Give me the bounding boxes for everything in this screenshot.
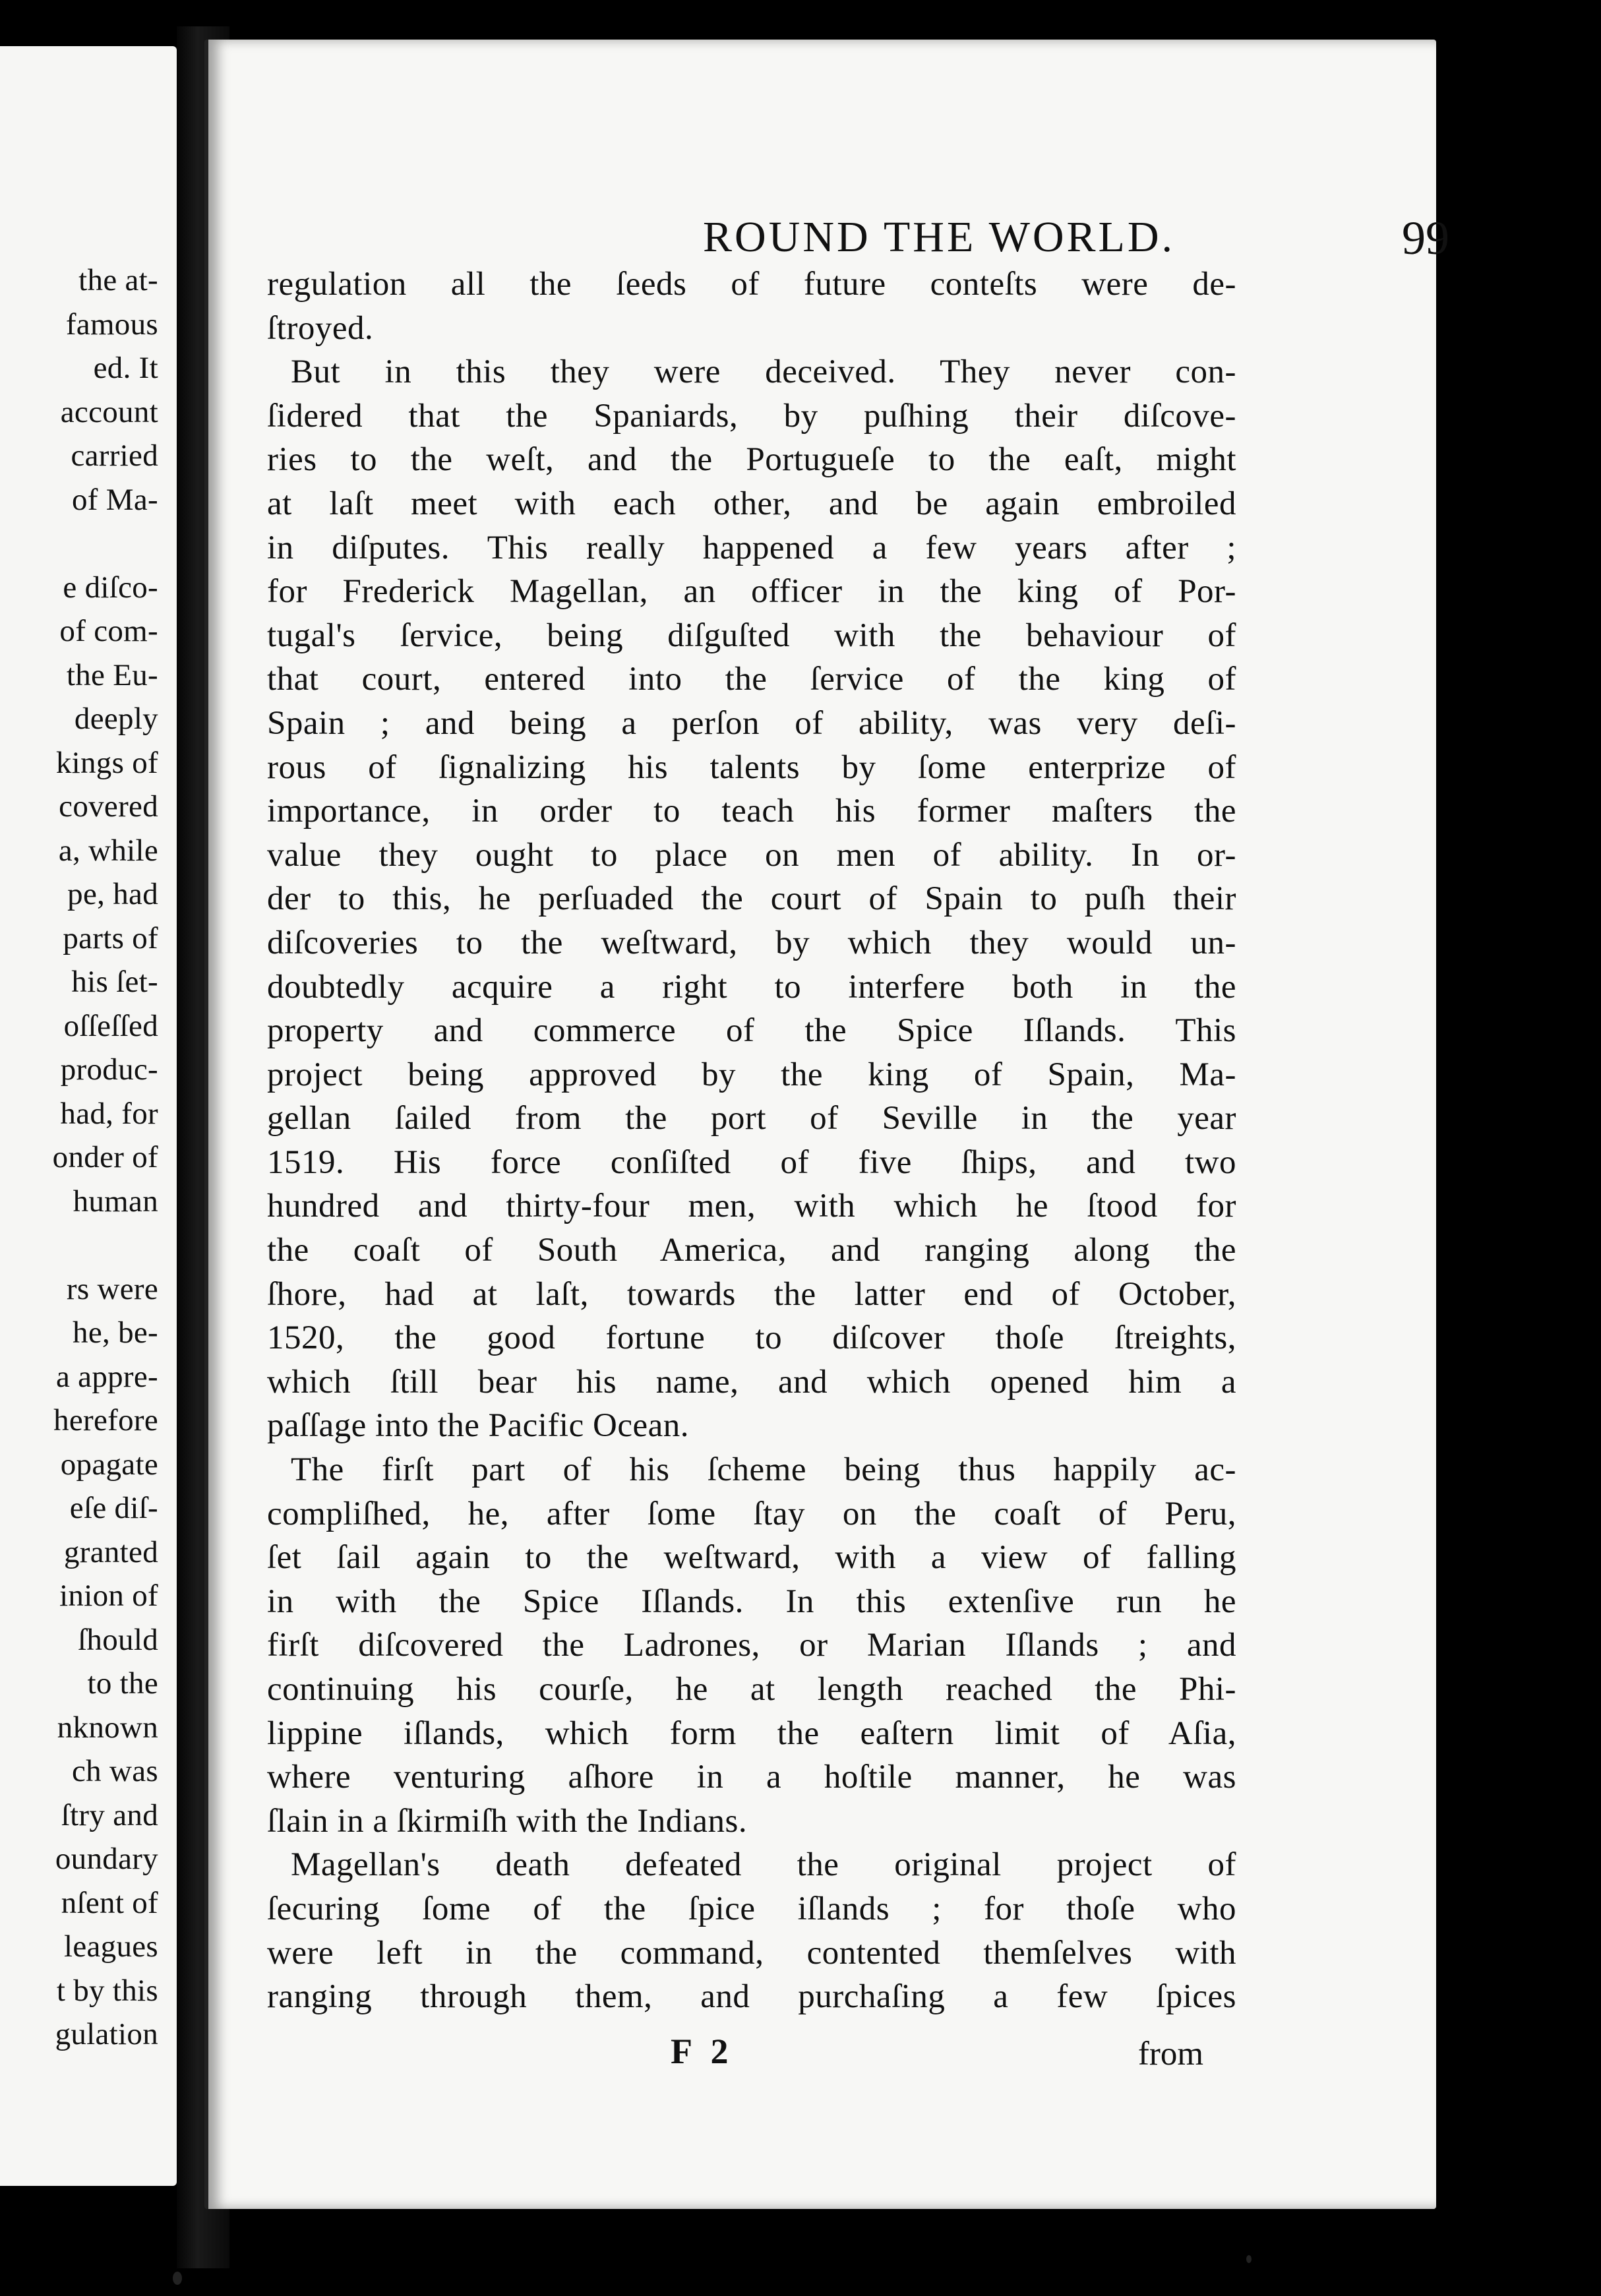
text-line: ſidered that the Spaniards, by puſhing their diſcove- xyxy=(267,397,1236,435)
previous-page-line: parts of xyxy=(63,921,158,955)
previous-page-line: of com- xyxy=(59,614,158,648)
text-line: ſhore, had at laſt, towards the latter end of October, xyxy=(267,1275,1236,1313)
previous-page-line: opagate xyxy=(60,1447,158,1482)
text-line: paſſage into the Pacific Ocean. xyxy=(267,1407,689,1445)
previous-page-line: gulation xyxy=(55,2017,158,2051)
text-line: in with the Spice Iſlands. In this extenſive run he xyxy=(267,1583,1236,1620)
page-footer xyxy=(267,2031,1203,2084)
text-line: continuing his courſe, he at length reached the Phi- xyxy=(267,1671,1236,1708)
ink-speck xyxy=(173,2272,182,2285)
text-line: ranging through them, and purchaſing a few ſpices xyxy=(267,1978,1236,2016)
page-number: 99 xyxy=(1402,212,1449,264)
text-line: hundred and thirty-four men, with which he ſtood for xyxy=(267,1188,1236,1225)
previous-page-line: oundary xyxy=(55,1842,158,1876)
previous-page-line: e diſco- xyxy=(63,570,158,605)
previous-page-line: had, for xyxy=(60,1096,158,1131)
text-line: where venturing aſhore in a hoſtile manner, he was xyxy=(267,1759,1236,1796)
text-line: ſecuring ſome of the ſpice iſlands ; for thoſe who xyxy=(267,1890,1236,1927)
text-line: project being approved by the king of Spain, Ma- xyxy=(267,1056,1236,1093)
previous-page-line: covered xyxy=(59,789,158,824)
ink-speck xyxy=(1246,2255,1252,2263)
catchword: from xyxy=(1137,2036,1203,2072)
previous-page-line: famous xyxy=(65,307,158,342)
text-line: rous of ſignalizing his talents by ſome enterprize of xyxy=(267,748,1236,786)
text-line: The firſt part of his ſcheme being thus happily ac- xyxy=(291,1451,1236,1489)
text-line: which ſtill bear his name, and which opened him a xyxy=(267,1363,1236,1401)
previous-page-line: deeply xyxy=(74,702,158,736)
previous-page-line: account xyxy=(60,394,158,429)
text-line: compliſhed, he, after ſome ſtay on the coaſt of Peru, xyxy=(267,1495,1236,1532)
previous-page-line: carried xyxy=(71,438,158,473)
previous-page-line xyxy=(0,522,158,566)
text-line: regulation all the ſeeds of future conteſts were de- xyxy=(267,266,1236,303)
text-line: at laſt meet with each other, and be again embroiled xyxy=(267,485,1236,522)
previous-page-fragment xyxy=(0,46,177,2186)
text-line: for Frederick Magellan, an officer in the king of Por- xyxy=(267,573,1236,611)
previous-page-line: eſe diſ- xyxy=(69,1491,158,1525)
previous-page-line: pe, had xyxy=(67,877,158,911)
text-line: ſtroyed. xyxy=(267,309,374,347)
text-line: Magellan's death defeated the original project of xyxy=(291,1846,1236,1884)
text-line: firſt diſcovered the Ladrones, or Marian Iſlands ; and xyxy=(267,1627,1236,1664)
text-line: diſcoveries to the weſtward, by which they would un- xyxy=(267,924,1236,961)
previous-page-line: nknown xyxy=(57,1710,158,1745)
text-line: the coaſt of South America, and ranging along the xyxy=(267,1232,1236,1269)
previous-page-line: of Ma- xyxy=(71,482,158,517)
previous-page-line xyxy=(0,1223,158,1267)
text-line: ries to the weſt, and the Portugueſe to the eaſt, might xyxy=(267,441,1236,479)
text-line: Spain ; and being a perſon of ability, was very deſi- xyxy=(267,704,1236,742)
previous-page-line: granted xyxy=(63,1534,158,1569)
previous-page-line: nſent of xyxy=(61,1885,158,1920)
previous-page-line: he, be- xyxy=(73,1315,158,1350)
previous-page-line: produc- xyxy=(60,1052,158,1087)
text-line: that court, entered into the ſervice of the king of xyxy=(267,661,1236,698)
previous-page-line: herefore xyxy=(53,1403,158,1437)
previous-page-line: a, while xyxy=(58,833,158,868)
previous-page-line: ſtry and xyxy=(61,1798,158,1832)
text-line: ſet ſail again to the weſtward, with a view of falling xyxy=(267,1539,1236,1577)
text-line: lippine iſlands, which form the eaſtern limit of Aſia, xyxy=(267,1714,1236,1752)
text-line: But in this they were deceived. They never con- xyxy=(291,353,1236,391)
text-line: doubtedly acquire a right to interfere both in the xyxy=(267,968,1236,1006)
text-line: gellan ſailed from the port of Seville in the year xyxy=(267,1100,1236,1137)
previous-page-line: rs were xyxy=(66,1271,158,1306)
previous-page-line: his ſet- xyxy=(71,965,158,999)
previous-page-line: onder of xyxy=(52,1140,158,1174)
previous-page-line: to the xyxy=(87,1666,158,1701)
previous-page-line: oſſeſſed xyxy=(63,1008,158,1043)
previous-page-line: human xyxy=(73,1184,158,1219)
text-line: der to this, he perſuaded the court of Spain to puſh their xyxy=(267,880,1236,918)
body-text xyxy=(267,262,1236,2019)
printer-signature: F 2 xyxy=(671,2032,734,2071)
text-line: tugal's ſervice, being diſguſted with the behaviour of xyxy=(267,617,1236,654)
previous-page-line: leagues xyxy=(63,1929,158,1964)
text-line: importance, in order to teach his former maſters the xyxy=(267,793,1236,830)
previous-page-line: inion of xyxy=(59,1579,158,1613)
text-line: ſlain in a ſkirmiſh with the Indians. xyxy=(267,1802,748,1840)
previous-page-line: kings of xyxy=(55,745,158,780)
previous-page-line: t by this xyxy=(56,1973,158,2008)
previous-page-line: ed. It xyxy=(93,351,158,385)
text-line: were left in the command, contented themſelves with xyxy=(267,1934,1236,1972)
previous-page-line: a appre- xyxy=(55,1359,158,1394)
previous-page-text xyxy=(0,258,158,2057)
previous-page-line: ch was xyxy=(71,1754,158,1788)
running-title: ROUND THE WORLD. xyxy=(703,213,1176,261)
text-line: 1519. His force conſiſted of five ſhips, and two xyxy=(267,1143,1236,1181)
text-line: 1520, the good fortune to diſcover thoſe ſtreights, xyxy=(267,1319,1236,1357)
previous-page-line: the Eu- xyxy=(66,657,158,692)
text-line: in diſputes. This really happened a few years after ; xyxy=(267,529,1236,566)
text-line: value they ought to place on men of ability. In or- xyxy=(267,836,1236,874)
previous-page-line: the at- xyxy=(78,263,158,297)
previous-page-line: ſhould xyxy=(78,1622,158,1657)
text-line: property and commerce of the Spice Iſlands. This xyxy=(267,1012,1236,1050)
